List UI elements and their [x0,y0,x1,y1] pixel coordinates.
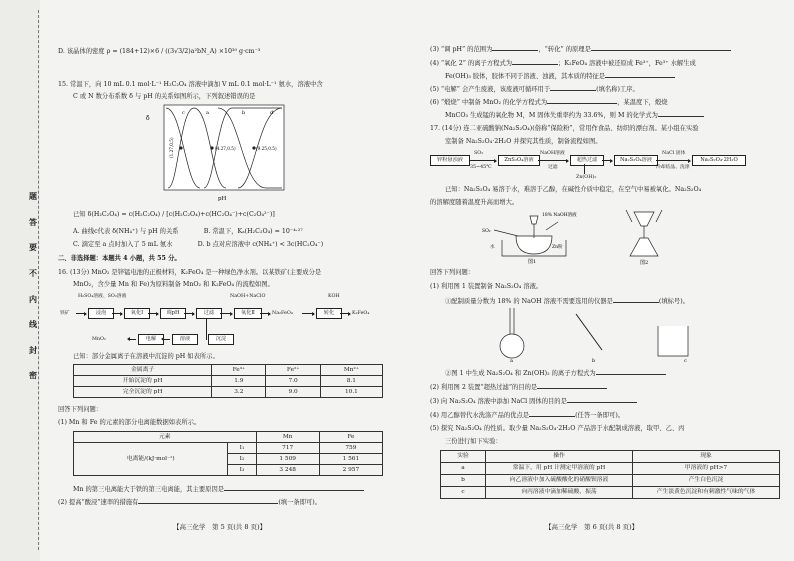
answer-prompt: 回答下列问题： [430,269,475,276]
experiment-table [440,450,780,499]
glass-rod-icon [576,314,602,364]
q15-definition: 已知 δ(H₂C₂O₄) = c(H₂C₂O₄) / [c(H₂C₂O₄)+c(HC₂O₄⁻)+c(C₂O₄²⁻)] [73,211,275,218]
exp-table-header: 现象 [633,451,780,463]
seal-line [38,10,39,550]
q16-known: 已知：部分金属离子在溶液中沉淀的 pH 如表所示。 [73,353,219,360]
answer-prompt: 回答下列问题： [58,406,103,413]
ph-table-cell: 7.0 [266,376,320,387]
figure-label: 图1 [528,259,537,265]
q17-part5: (5) 探究 Na₂S₂O₄ 的性质。取少量 Na₂S₂O₄·2H₂O 产品溶于水配制成溶液，取甲、乙、丙 [430,425,685,432]
exp-table-cell: 向乙溶液中加入硫酸酸化的硝酸钡溶液 [486,475,633,487]
answer-blank[interactable] [537,382,607,389]
answer-blank[interactable] [547,97,617,104]
q15-stem-line1: 15. 常温下，向 10 mL 0.1 mol·L⁻¹ H₂C₂O₄ 溶液中滴加 V mL 0.1 mol·L⁻¹ 氨水，溶液中含 [58,81,323,88]
q17-stem-line2: 室制备 Na₂S₂O₄·2H₂O 并探究其性质，制备流程如图。 [445,138,602,145]
graph-curve-label: b [242,110,246,116]
flow2-zns2o4: ZnS₂O₄溶液 [498,155,540,166]
q17-stem-line1: 17. (14分) 连二亚硫酸钠(Na₂S₂O₄)(俗称“保险粉”，常用作食品、纺织的漂白剂。某小组在实验 [430,125,699,132]
flow-step-adjust-ph: 调pH [160,308,186,319]
flow-reagent: H₂SO₄溶液、SO₂溶液 [78,294,127,299]
figure-label: 水 [490,245,495,250]
gutter-char: 封 [29,345,37,355]
exp-table-cell: 常温下，用 pH 计测定甲溶液的 pH [486,463,633,475]
flow2-product: Na₂S₂O₄·2H₂O [692,155,746,166]
flow2-hot-filter: 超热过滤 [570,155,604,166]
ie-table-cell: I₃ [228,465,256,476]
flow2-reagent: NaOH溶液 [540,151,565,156]
ph-table [73,364,383,398]
gutter-char: 内 [29,294,37,304]
q15-options-ab: A. 曲线c代表 δ(NH₄⁺) 与 pH 的关系 B. 常温下，Kₐ(H₂C₂O₄) = 10⁻⁴·²⁷ [73,228,303,235]
flow2-condition: 过滤 [548,165,558,170]
ionization-energy-table [73,431,383,476]
instrument-options [490,306,720,364]
exp-table-cell: c [441,487,486,499]
gutter-char: 答 [29,217,37,227]
exp-table-cell: 甲溶液的 pH>7 [633,463,780,475]
exp-table-cell: a [441,463,486,475]
ie-table-row-label: 电离能/(kJ·mol⁻¹) [74,443,228,476]
answer-blank[interactable] [605,71,675,78]
exp-table-header: 实验 [441,451,486,463]
figure-label: Zn粉 [552,245,563,250]
answer-blank[interactable] [208,497,278,504]
ph-table-cell: 9.0 [266,387,320,398]
exp-table-cell: b [441,475,486,487]
flow-step-filter: 过滤 [196,308,222,319]
answer-blank[interactable] [294,484,364,491]
answer-blank[interactable] [529,410,575,417]
flow-ore: 铁矿 [60,311,70,316]
gutter-char: 题 [29,191,37,201]
flow-step-oxidize-1: 氧化Ⅰ [124,308,150,319]
flow-step-oxidize-2: 氧化Ⅱ [234,308,262,319]
right-page [420,0,790,561]
ie-table-header: 元素 [74,432,257,443]
binding-gutter [0,0,40,561]
ie-table-cell: 759 [319,443,382,454]
ph-table-cell: 开始沉淀的 pH [74,376,212,387]
graph-curve-label: a [206,110,209,116]
gutter-char: 要 [29,242,37,252]
ph-table-cell: 10.1 [320,387,382,398]
ie-table-cell: I₁ [228,443,256,454]
volumetric-flask-icon [500,308,524,364]
q16-part1: (1) Mn 和 Fe 的元素的部分电离能数据如表所示。 [58,419,201,426]
flow-reagent: KOH [328,294,340,299]
q17-part2: (2) 利用图 2 装置“超热过滤”的目的是 [430,382,607,392]
flow2-condition: 冷却结晶、洗涤 [656,165,690,170]
flow-product: K₂FeO₄ [352,311,370,316]
exp-table-cell: 产生白色沉淀 [633,475,780,487]
q16-part1-reason: Mn 的第三电离能大于铁的第三电离能，其主要原因是 [73,484,364,494]
ph-table-header: Fe²⁺ [266,365,320,376]
q17-part3: (3) 向 Na₂S₂O₄ 溶液中添加 NaCl 固体的目的是 [430,396,637,406]
flow2-na2s2o4-solution: Na₂S₂O₄溶液 [614,155,658,166]
answer-blank[interactable] [613,296,659,303]
q16-part5: (5) “电解” 会产生废液，该废液可循环用于 (填名称)工序。 [430,86,639,93]
gutter-char: 不 [29,268,37,278]
ie-table-cell: 1 509 [256,454,319,465]
page-footer: 【高三化学 第 5 页(共 8 页)】 [173,523,267,531]
graph-point-label: (9.25,0.5) [256,146,277,151]
graph-point-label: (1.27,0.5) [169,137,174,158]
answer-blank[interactable] [550,84,596,91]
q16-stem-line2: MnO₂，含少量 Mn 和 Fe)为原料制备 MnO₂ 和 K₂FeO₄ 的流程如图。 [73,281,274,288]
ie-table-header: Fe [319,432,382,443]
ie-table-cell: I₂ [228,454,256,465]
instrument-label: c [684,358,687,364]
figure-label: 18% NaOH溶液 [542,213,577,218]
ph-table-header: Fe³⁺ [212,365,266,376]
q16-part2: (2) 提高“酸浸”速率的措施有 (填一条即可)。 [58,499,322,506]
flow-step-leach: 浸泡 [88,308,114,319]
section-2-heading: 二、非选择题：本题共 4 小题，共 55 分。 [58,255,181,262]
q17-part4: (4) 用乙醇替代水洗涤产品的优点是 (任答一条即可)。 [430,412,625,419]
flow-intermediate: Na₂FeO₄ [272,311,293,316]
q17-part1-a: ①配制质量分数为 18% 的 NaOH 溶液不需要选用的仪器是 (填标号)。 [445,298,689,305]
flow2-reagent: NaCl 固体 [662,151,686,156]
flow2-condition: 35~45℃ [470,165,492,170]
flow2-reagent: SO₂ [474,151,484,156]
q17-known-line2: 的溶解度随着温度升高而增大。 [430,199,519,206]
q16-part6-line2: MnCO₃ 生成锰的氧化物 M，M 固体失重率约为 33.6%，则 M 的化学式为 [445,110,704,120]
ie-table-cell: 3 248 [256,465,319,476]
q17-part1: (1) 利用图 1 装置制备 Na₂S₂O₄ 溶液。 [430,283,543,290]
ph-table-header: Mn²⁺ [320,365,382,376]
flow2-byproduct: Zn(OH)₂ [576,175,597,180]
ph-table-cell: 1.9 [212,376,266,387]
answer-blank[interactable] [492,44,538,51]
figure-label: SO₂ [482,229,491,234]
q16-part4-line2: Fe(OH)₃ 胶体，胶体不同于溶液、浊液，其本质的特征是 [445,71,675,81]
instrument-label: b [592,358,596,364]
answer-blank[interactable] [512,58,558,65]
ie-table-cell: 2 957 [319,465,382,476]
answer-blank[interactable] [591,44,661,51]
flow-step-electrolysis: 电解 [138,334,164,345]
flow2-start: 锌粉悬浊液 [430,155,470,166]
answer-blank[interactable] [658,110,704,117]
ph-table-cell: 3.2 [212,387,266,398]
ph-table-cell: 8.1 [320,376,382,387]
q15-options-cd: C. 滴定至 a 点时加入了 5 mL 氨水 D. b 点对应溶液中 c(NH₄⁺) < 3c(HC₂O₄⁻) [73,241,324,248]
ph-table-header: 金属离子 [74,365,212,376]
q17-flowchart [430,150,790,182]
exp-table-cell: 产生淡黄色沉淀和有刺激性气味的气体 [633,487,780,499]
q16-part6: (6) “煅烧” 中制备 MnO₂ 的化学方程式为 ，某温度下，煅烧 [430,99,668,106]
apparatus-figure-1 [480,208,590,266]
gutter-char: 密 [29,370,37,380]
flow-reagent: NaOH+NaClO [230,294,266,299]
q17-part1-b: ②图 1 中生成 Na₂S₂O₄ 和 Zn(OH)₂ 的离子方程式为 [445,368,666,378]
graph-curve-label: c [182,110,185,116]
graph-point-label: (4.27,0.5) [215,146,236,151]
page-footer: 【高三化学 第 6 页(共 8 页)】 [545,523,639,531]
answer-blank[interactable] [596,368,666,375]
flow-step-precipitate: 沉淀 [208,334,234,345]
answer-blank[interactable] [138,497,208,504]
exp-table-cell: 向丙溶液中滴加稀硫酸，振荡 [486,487,633,499]
q15-stem-line2: C 或 N 数分布系数 δ 与 pH 的关系如图所示，下列叙述错误的是 [73,93,256,100]
ie-table-cell: 717 [256,443,319,454]
graph-x-label: pH [218,196,227,202]
answer-blank[interactable] [224,484,294,491]
q15-distribution-graph [142,102,292,202]
instrument-label: a [510,358,513,364]
ph-table-cell: 完全沉淀的 pH [74,387,212,398]
figure-label: 图2 [640,260,649,266]
answer-blank[interactable] [567,396,637,403]
left-page [48,0,398,561]
ie-table-cell: 1 561 [319,454,382,465]
flow-step-convert: 转化 [316,308,342,319]
ie-table-header: Mn [256,432,319,443]
apparatus-figure-2 [620,206,680,266]
beaker-icon [658,326,688,364]
q17-part5-line2: 三份进行如下实验： [445,438,502,445]
q16-part3: (3) “调 pH” 的范围为 ，“转化” 的原理是 [430,44,731,54]
graph-curve-label: d [270,110,274,116]
q14-option-d: D. 该晶体的密度 ρ = (184+12)×6 / ((3√3/2)a²bN_A) ×10³⁰ g·cm⁻³ [58,48,261,55]
gutter-char: 线 [29,319,37,329]
q16-part4: (4) “氧化 2” 的离子方程式为 ；K₂FeO₄ 溶液中被还原成 Fe³⁺，Fe³⁺ 水解生成 [430,60,696,67]
graph-y-label: δ [146,115,150,122]
exp-table-header: 操作 [486,451,633,463]
q16-flowchart [58,293,388,351]
q16-stem-line1: 16. (13分) MnO₂ 是锌锰电池的正极材料，K₂FeO₄ 是一种绿色净水剂。以某铁矿(主要成分是 [58,269,322,276]
flow-product: MnO₂ [92,337,106,342]
flow-step-solution: 溶液 [172,334,198,345]
q17-known-line1: 已知：Na₂S₂O₄ 易溶于水，难溶于乙醇，在碱性介质中稳定，在空气中易被氧化。Na₂S₂O₄ [445,186,702,193]
answer-blank[interactable] [661,44,731,51]
